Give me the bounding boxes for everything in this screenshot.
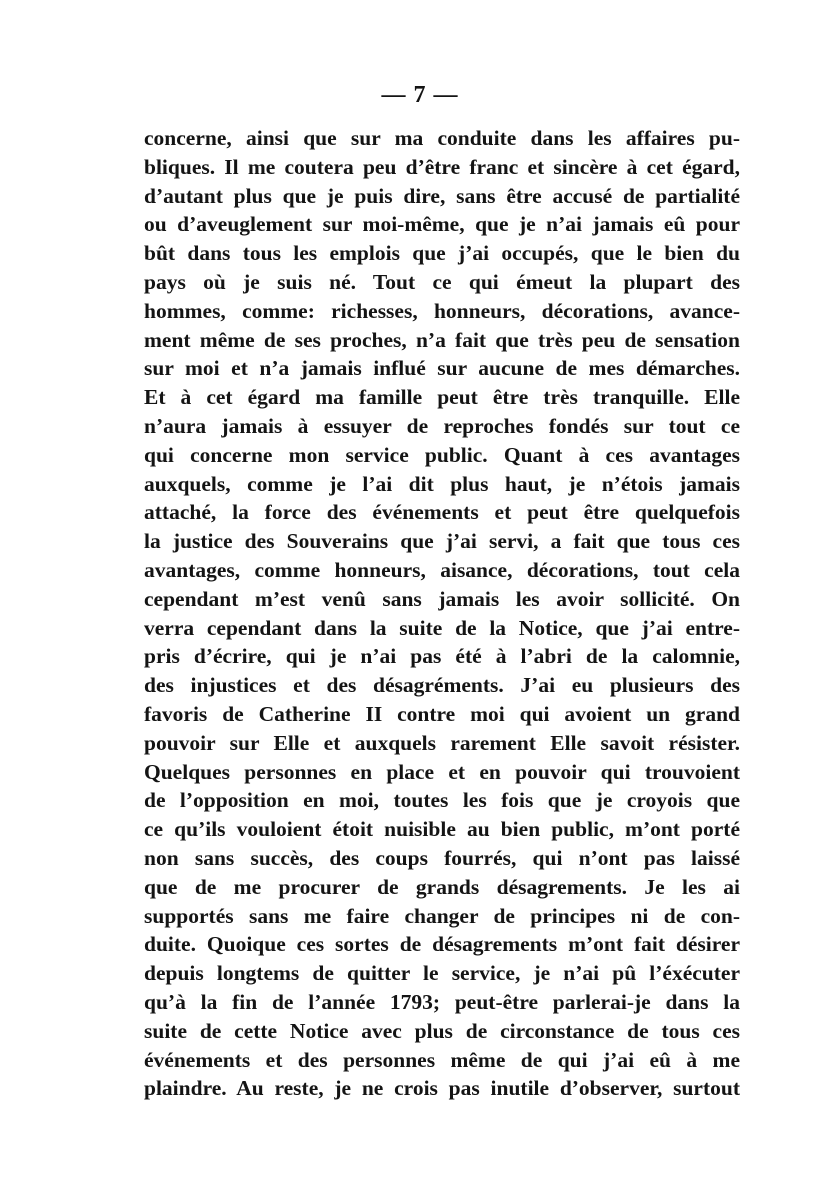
text-line: bût dans tous les emplois que j’ai occupés, que le bien du	[144, 241, 740, 266]
text-line: pouvoir sur Elle et auxquels rarement Elle savoit résister.	[144, 730, 740, 755]
text-line: concerne, ainsi que sur ma conduite dans les affaires pu-	[144, 126, 740, 150]
page-number: — 7 —	[381, 82, 459, 108]
text-line: duite. Quoique ces sortes de désagrements m’ont fait désirer	[144, 932, 740, 957]
text-line: d’autant plus que je puis dire, sans être accusé de partialité	[144, 183, 740, 208]
text-line: avantages, comme honneurs, aisance, décorations, tout cela	[144, 557, 740, 582]
text-line: cependant m’est venû sans jamais les avoir sollicité. On	[144, 586, 740, 611]
text-line: ou d’aveuglement sur moi-même, que je n’ai jamais eû pour	[144, 212, 740, 237]
text-line: événements et des personnes même de qui j’ai eû à me	[144, 1047, 740, 1072]
text-line: plaindre. Au reste, je ne crois pas inutile d’observer, surtout	[144, 1076, 740, 1101]
text-line: pris d’écrire, qui je n’ai pas été à l’abri de la calomnie,	[144, 644, 740, 669]
text-line: supportés sans me faire changer de principes ni de con-	[144, 903, 740, 928]
text-line: auxquels, comme je l’ai dit plus haut, je n’étois jamais	[144, 471, 740, 496]
body-text	[144, 124, 740, 1103]
text-line: non sans succès, des coups fourrés, qui n’ont pas laissé	[144, 845, 740, 870]
text-line: des injustices et des désagréments. J’ai eu plusieurs des	[144, 673, 740, 698]
text-line: bliques. Il me coutera peu d’être franc et sincère à cet égard,	[144, 154, 740, 179]
text-line: suite de cette Notice avec plus de circonstance de tous ces	[144, 1018, 740, 1043]
text-line: ment même de ses proches, n’a fait que très peu de sensation	[144, 327, 740, 352]
text-line: qu’à la fin de l’année 1793; peut-être parlerai-je dans la	[144, 989, 740, 1014]
text-line: de l’opposition en moi, toutes les fois que je croyois que	[144, 788, 740, 813]
text-line: favoris de Catherine II contre moi qui avoient un grand	[144, 701, 740, 726]
text-line: ce qu’ils vouloient étoit nuisible au bien public, m’ont porté	[144, 817, 740, 842]
text-line: Et à cet égard ma famille peut être très tranquille. Elle	[144, 385, 740, 410]
text-line: attaché, la force des événements et peut être quelquefois	[144, 500, 740, 525]
text-line: pays où je suis né. Tout ce qui émeut la plupart des	[144, 269, 740, 294]
text-line: n’aura jamais à essuyer de reproches fondés sur tout ce	[144, 413, 740, 438]
text-line: sur moi et n’a jamais influé sur aucune de mes démarches.	[144, 356, 740, 381]
text-line: qui concerne mon service public. Quant à ces avantages	[144, 442, 740, 467]
text-line: la justice des Souverains que j’ai servi, a fait que tous ces	[144, 529, 740, 554]
text-line: depuis longtems de quitter le service, je n’ai pû l’éxécuter	[144, 961, 740, 986]
text-line: verra cependant dans la suite de la Notice, que j’ai entre-	[144, 615, 740, 640]
text-line: Quelques personnes en place et en pouvoir qui trouvoient	[144, 759, 740, 784]
text-line: que de me procurer de grands désagrements. Je les ai	[144, 874, 740, 899]
text-line: hommes, comme: richesses, honneurs, décorations, avance-	[144, 298, 740, 323]
